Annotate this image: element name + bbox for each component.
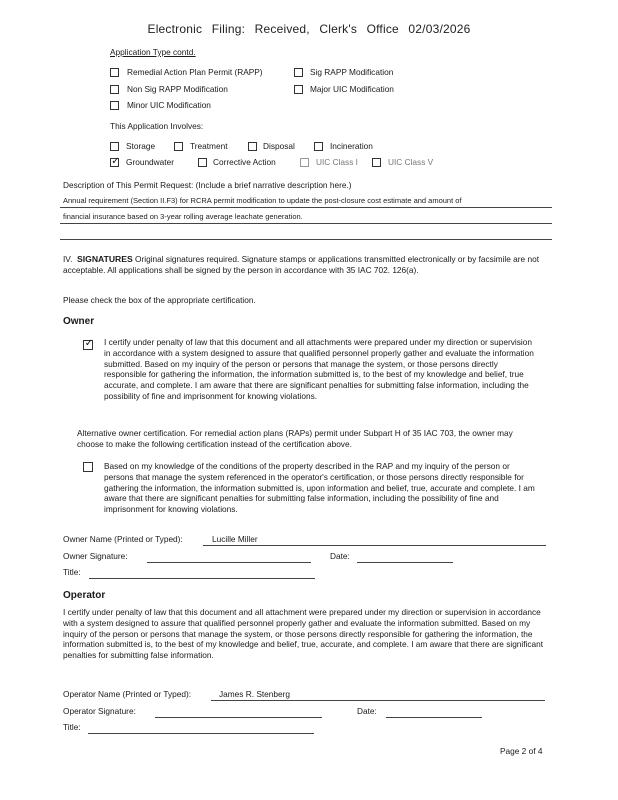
owner-title-label: Title: [63,567,81,577]
application-type-heading: Application Type contd. [110,47,196,57]
rapp-label: Remedial Action Plan Permit (RAPP) [127,67,263,77]
minor-uic-checkbox[interactable] [110,101,119,110]
storage-checkbox[interactable] [110,142,119,151]
alt-owner-cert-text: Based on my knowledge of the conditions of the property described in the RAP and my inquiry of the person or persons that manage the system referenced in the operator's certification, or those persons directly responsible for gathering the information, the information submitted is, upon information and belief, true, accurate and complete. I am aware that there are significant penalties for submitting false information, including the possibility of fine and imprisonment for knowing violations. [104,461,535,515]
owner-signature-label: Owner Signature: [63,551,128,561]
alt-owner-cert-checkbox[interactable] [83,462,93,472]
description-rule-2 [60,223,552,224]
treatment-checkbox[interactable] [174,142,183,151]
checkmark-icon: ✓ [84,338,94,349]
incineration-label: Incineration [330,141,373,151]
treatment-label: Treatment [190,141,228,151]
signatures-title: SIGNATURES [77,254,133,264]
owner-date-field[interactable] [357,562,453,563]
owner-name-value[interactable]: Lucille Miller [212,534,258,544]
owner-name-rule [203,545,546,546]
description-line-1: Annual requirement (Section II.F3) for RCRA permit modification to update the post-closure cost estimate and amount of [63,196,462,205]
sig-rapp-checkbox[interactable] [294,68,303,77]
operator-date-label: Date: [357,706,377,716]
owner-title-field[interactable] [89,578,315,579]
sig-rapp-label: Sig RAPP Modification [310,67,394,77]
filing-stamp: Electronic Filing: Received, Clerk's Office 02/03/2026 [147,22,471,36]
owner-date-label: Date: [330,551,350,561]
check-prompt: Please check the box of the appropriate certification. [63,295,256,305]
owner-cert-checkbox[interactable] [83,340,93,350]
description-rule-3 [60,239,552,240]
storage-label: Storage [126,141,156,151]
operator-date-field[interactable] [386,717,482,718]
disposal-label: Disposal [263,141,295,151]
non-sig-rapp-label: Non Sig RAPP Modification [127,84,228,94]
operator-signature-field[interactable] [155,717,322,718]
operator-title-field[interactable] [88,733,314,734]
operator-cert-text: I certify under penalty of law that this document and all attachment were prepared under my direction or supervision in accordance with a system designed to assure that qualified personnel properly gather and evaluate the information submitted. Based on my inquiry of the person or persons that manage the system, or those persons directly responsible for gathering the information, the information submitted is, to the best of my knowledge and belief, true, accurate, and complete. I am aware that there are significant penalties for submitting false information. [63,607,544,661]
corrective-action-checkbox[interactable] [198,158,207,167]
groundwater-label: Groundwater [126,157,174,167]
non-sig-rapp-checkbox[interactable] [110,85,119,94]
disposal-checkbox[interactable] [248,142,257,151]
owner-name-label: Owner Name (Printed or Typed): [63,534,183,544]
description-prompt: Description of This Permit Request: (Include a brief narrative description here.) [63,180,352,190]
operator-title-label: Title: [63,722,81,732]
signatures-intro-text: Original signatures required. Signature stamps or applications transmitted electronically or by facsimile are not acceptable. All applications shall be signed by the person in accordance with 35 IAC 702. 126(a). [63,254,540,276]
owner-cert-text: I certify under penalty of law that this document and all attachments were prepared under my direction or supervision in accordance with a system designed to assure that qualified personnel properly gather and evaluate the information submitted. Based on my inquiry of the person or persons that manage the system, or those persons directly responsible for gathering the information, the information submitted is, to the best of my knowledge and belief, true accurate, and complete. I am aware that there are significant penalties for submitting false information, including the possibility of fine and imprisonment for knowing violations. [104,337,534,401]
operator-name-value[interactable]: James R. Stenberg [219,689,291,699]
minor-uic-label: Minor UIC Modification [127,100,211,110]
owner-signature-field[interactable] [147,562,311,563]
involves-heading: This Application Involves: [110,121,204,131]
major-uic-checkbox[interactable] [294,85,303,94]
operator-signature-label: Operator Signature: [63,706,136,716]
uic-class-v-label: UIC Class V [388,157,434,167]
incineration-checkbox[interactable] [314,142,323,151]
description-line-2: financial insurance based on 3-year rolling average leachate generation. [63,212,303,221]
operator-heading: Operator [63,590,106,601]
uic-class-v-checkbox[interactable] [372,158,381,167]
description-rule-1 [60,207,552,208]
groundwater-checkbox[interactable] [110,158,119,167]
major-uic-label: Major UIC Modification [310,84,394,94]
alt-owner-cert-intro: Alternative owner certification. For remedial action plans (RAPs) permit under Subpart H of 35 IAC 703, the owner may choose to make the following certification instead of the certification above. [77,428,513,449]
operator-name-rule [211,700,545,701]
uic-class-i-checkbox[interactable] [300,158,309,167]
owner-heading: Owner [63,316,95,327]
checkmark-icon: ✓ [111,156,120,167]
section-number: IV. [63,254,73,264]
signatures-intro [63,254,553,276]
uic-class-i-label: UIC Class I [316,157,358,167]
rapp-checkbox[interactable] [110,68,119,77]
corrective-action-label: Corrective Action [213,157,276,167]
page-number: Page 2 of 4 [500,746,543,756]
operator-name-label: Operator Name (Printed or Typed): [63,689,192,699]
